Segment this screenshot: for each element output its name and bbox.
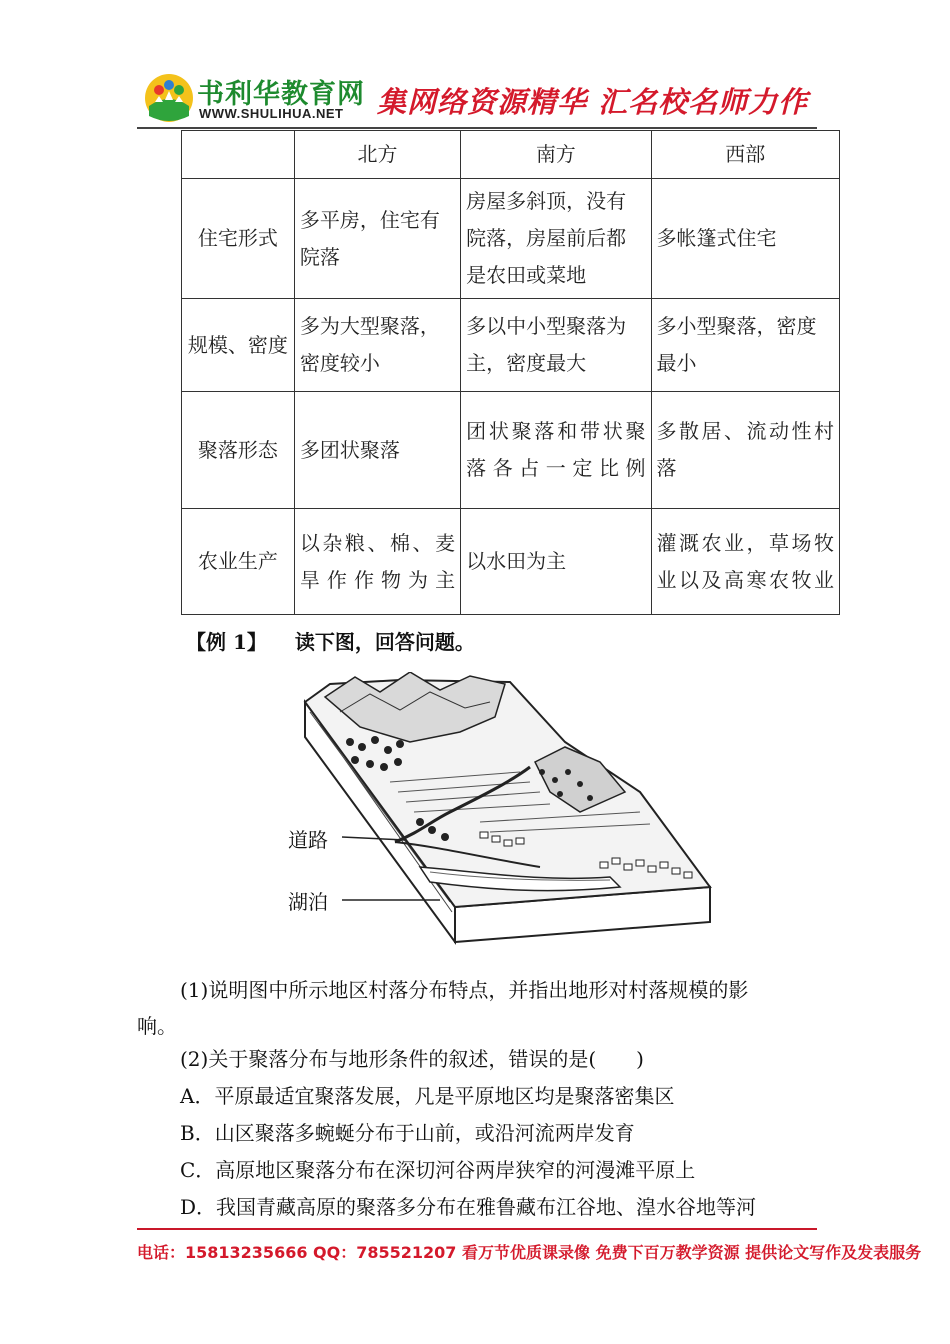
option-a: A．平原最适宜聚落发展，凡是平原地区均是聚落密集区 — [180, 1084, 675, 1108]
table-cell: 多为大型聚落，密度较小 — [294, 299, 460, 392]
terrain-block-diagram — [280, 672, 720, 947]
example-instruction: 读下图，回答问题。 — [294, 630, 475, 654]
table-cell: 以杂粮、棉、麦旱作作物为主 — [294, 509, 460, 615]
footer-contact: 电话：15813235666 QQ：785521207 看万节优质课录像 免费下百万教学资源 提供论文写作及发表服务 — [137, 1243, 922, 1262]
row-header-form: 聚落形态 — [182, 392, 295, 509]
question-2: (2)关于聚落分布与地形条件的叙述，错误的是( ) — [180, 1047, 644, 1071]
brand-name: 书利华教育网 — [197, 79, 365, 110]
column-header-south: 南方 — [461, 131, 651, 179]
table-cell: 房屋多斜顶，没有院落，房屋前后都是农田或菜地 — [461, 179, 651, 299]
table-header-row — [182, 131, 840, 179]
table-row — [182, 509, 840, 615]
row-header-scale: 规模、密度 — [182, 299, 295, 392]
table-corner-cell — [182, 131, 295, 179]
option-b: B．山区聚落多蜿蜒分布于山前，或沿河流两岸发育 — [180, 1121, 635, 1145]
settlement-comparison-table — [181, 130, 840, 615]
table-cell: 多小型聚落，密度最小 — [651, 299, 839, 392]
table-row — [182, 299, 840, 392]
figure-label-lake: 湖泊 — [288, 890, 328, 914]
table-cell: 灌溉农业，草场牧业以及高寒农牧业 — [651, 509, 839, 615]
question-1-line-1: (1)说明图中所示地区村落分布特点，并指出地形对村落规模的影 — [180, 978, 749, 1002]
example-label: 【例 1】 — [186, 630, 267, 654]
example-heading — [186, 626, 475, 655]
row-header-housing: 住宅形式 — [182, 179, 295, 299]
table-cell: 多以中小型聚落为主，密度最大 — [461, 299, 651, 392]
header-slogan: 集网络资源精华 汇名校名师力作 — [377, 85, 809, 119]
brand-url[interactable]: WWW.SHULIHUA.NET — [199, 106, 344, 121]
column-header-north: 北方 — [294, 131, 460, 179]
option-d: D．我国青藏高原的聚落多分布在雅鲁藏布江谷地、湟水谷地等河 — [180, 1195, 757, 1219]
table-row — [182, 179, 840, 299]
table-cell: 团状聚落和带状聚落各占一定比例 — [461, 392, 651, 509]
table-cell: 多平房，住宅有院落 — [294, 179, 460, 299]
table-cell: 多团状聚落 — [294, 392, 460, 509]
table-cell: 多散居、流动性村落 — [651, 392, 839, 509]
column-header-west: 西部 — [651, 131, 839, 179]
row-header-agriculture: 农业生产 — [182, 509, 295, 615]
table-cell: 以水田为主 — [461, 509, 651, 615]
page-header — [137, 66, 817, 128]
logo-icon — [143, 72, 195, 124]
table-cell: 多帐篷式住宅 — [651, 179, 839, 299]
table-row — [182, 392, 840, 509]
footer-divider — [137, 1228, 817, 1230]
header-divider — [137, 127, 817, 129]
figure-label-road: 道路 — [288, 828, 328, 852]
question-1-line-2: 响。 — [137, 1014, 177, 1038]
option-c: C．高原地区聚落分布在深切河谷两岸狭窄的河漫滩平原上 — [180, 1158, 696, 1182]
